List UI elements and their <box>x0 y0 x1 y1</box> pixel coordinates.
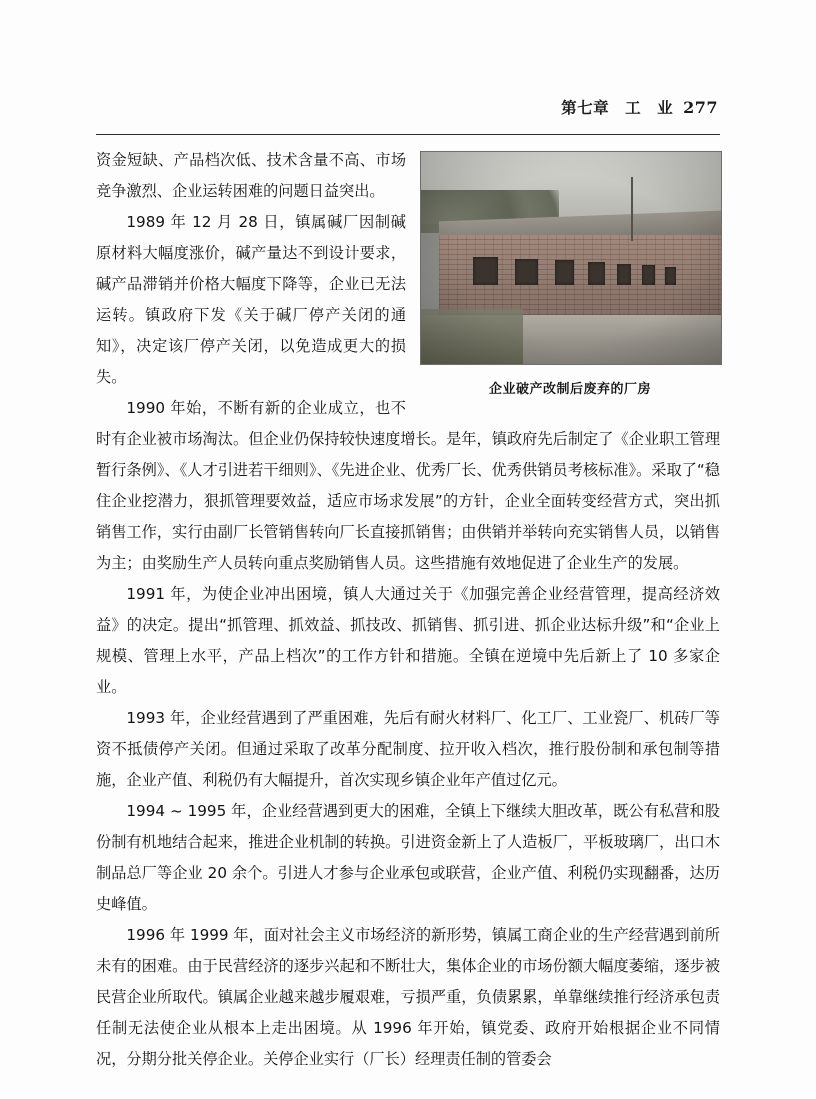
figure-caption: 企业破产改制后废弃的厂房 <box>488 382 651 397</box>
paragraph: 1993 年，企业经营遇到了严重困难，先后有耐火材料厂、化工厂、工业瓷厂、机砖厂等资不抵债停产关闭。但通过采取了改革分配制度、拉开收入档次，推行股份制和承包制等措施，企业产值、利税仍有大幅提升，首次实现乡镇企业年产值过亿元。 <box>96 709 720 789</box>
figure <box>420 151 720 405</box>
paragraph: 1991 年，为使企业冲出困境，镇人大通过关于《加强完善企业经营管理，提高经济效益》的决定。提出“抓管理、抓效益、抓技改、抓销售、抓引进、抓企业达标升级”和“企业上规模、管理上水平，产品上档次”的工作方针和措施。全镇在逆境中先后新上了 10 多家企业。 <box>96 585 720 696</box>
page-header <box>96 96 720 134</box>
paragraph: 1989 年 12 月 28 日，镇属碱厂因制碱原材料大幅度涨价，碱产量达不到设计要求，碱产品滞销并价格大幅度下降等，企业已无法运转。镇政府下发《关于碱厂停产关闭的通知》，决定该厂停产关闭，以免造成更大的损失。 <box>96 213 406 386</box>
page-number: 277 <box>683 98 718 117</box>
photo-vignette <box>421 152 721 364</box>
body-text <box>96 145 720 1075</box>
page-content <box>96 96 720 1075</box>
paragraph: 1994 ~ 1995 年，企业经营遇到更大的困难，全镇上下继续大胆改革，既公有私营和股份制有机地结合起来，推进企业机制的转换。引进资金新上了人造板厂，平板玻璃厂，出口木制品总厂等企业 20 余个。引进人才参与企业承包或联营，企业产值、利税仍实现翻番，达历史峰值。 <box>96 802 720 913</box>
header-chapter-title: 第七章 工 业 <box>561 99 674 117</box>
paragraph-wrapping-figure: 1996 年 1999 年，面对社会主义市场经济的新形势，镇属工商企业的生产经营遇到前所未有的困难。由于民营经济的逐步兴起和不断壮大，集体企业的市场份额大幅度萎缩，逐步被民营企业所取代。镇属企业越来越步履艰难，亏损严重，负债累累，单靠继续推行经济承包责任制无法使企业从根本上走出困境。从 1996 年开始，镇党委、政府开始根据企业不同情况，分期分批关停企业。关停企业实行（厂长）经理责任制的管委会 <box>96 926 720 1068</box>
header-rule <box>96 134 720 135</box>
paragraph: 资金短缺、产品档次低、技术含量不高、市场竞争激烈、企业运转困难的问题日益突出。 <box>96 151 406 200</box>
paragraph: 1990 年始，不断有新的企业成立，也不时有企业被市场淘汰。但企业仍保持较快速度增长。是年，镇政府先后制定了《企业职工管理暂行条例》、《人才引进若干细则》、《先进企业、优秀厂长、优秀供销员考核标准》。采取了“稳住企业挖潜力，狠抓管理要效益，适应市场求发展”的方针，企业全面转变经营方式，突出抓销售工作，实行由副厂长管销售转向厂长直接抓销售；由供销并举转向充实销售人员，以销售为主；由奖励生产人员转向重点奖励销售人员。这些措施有效地促进了企业生产的发展。 <box>96 399 720 572</box>
figure-photo <box>420 151 722 365</box>
